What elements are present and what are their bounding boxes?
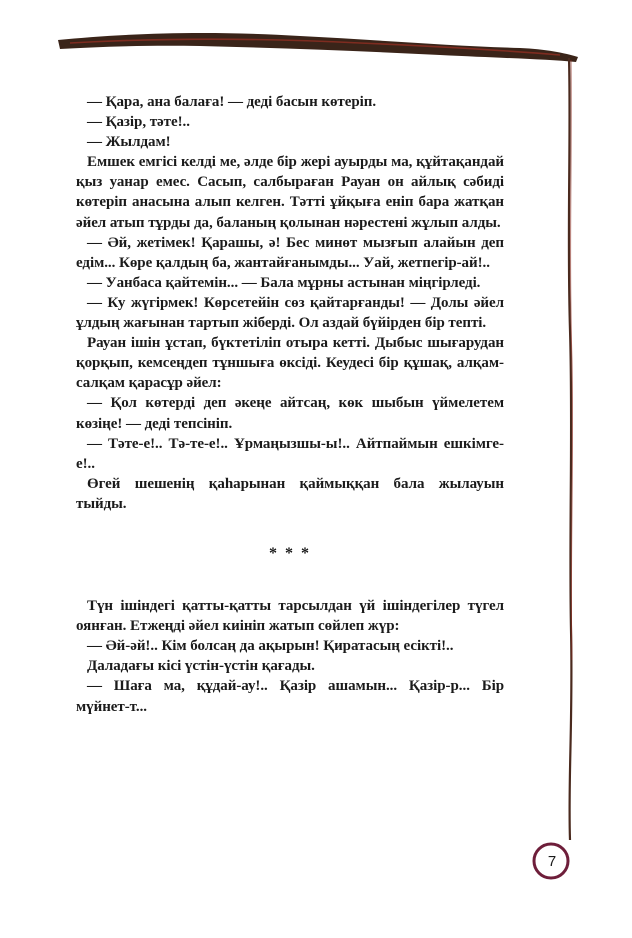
paragraph: — Уанбаса қайтемін... — Бала мұрны астынан міңгірледі. <box>87 274 481 291</box>
paragraph: — Қол көтерді деп әкеңе айтсаң, көк шыбын үймелетем көзіңе! — деді тепсініп. <box>76 395 504 432</box>
paragraph: — Қара, ана балаға! — деді басын көтеріп. <box>87 94 377 110</box>
paragraph: — Тәте-е!.. Тә-те-е!.. Ұрмаңызшы-ы!.. Айтпаймын ешкімге-е!.. <box>76 435 504 472</box>
page-number: 7 <box>547 853 557 870</box>
paragraph: Рауан ішін ұстап, бүктетіліп отыра кетті. Дыбыс шығарудан қорқып, кемсеңдеп тұншыға өксіді. Кеудесі бір құшақ, алқам-салқам қарасұр әйел: <box>76 335 504 392</box>
story-text <box>76 92 504 717</box>
paragraph: — Қазір, тәте!.. <box>87 114 190 131</box>
paragraph: Емшек емгісі келді ме, әлде бір жері ауырды ма, құйтақандай қыз уанар емес. Сасып, салбыраған Рауан он айлық сәбиді көтеріп анасына алып келген. Тәтті ұйқыға еніп бара жатқан әйел атып тұрды да, баланың қолынан нәрестені жұлып алды. <box>76 154 504 231</box>
paragraph: — Шаға ма, құдай-ау!.. Қазір ашамын... Қазір-р... Бір мүйнет-т... <box>76 678 504 715</box>
paragraph: — Ку жүгірмек! Көрсетейін сөз қайтарғанды! — Долы әйел ұлдың жағынан тартып жіберді. Ол аздай бүйірден бір тепті. <box>76 294 504 332</box>
paragraph: — Әй, жетімек! Қарашы, ә! Бес минөт мызғып алайын деп едім... Көре қалдың ба, жантайғанымды... Уай, жетпегір-ай!.. <box>76 234 504 271</box>
paragraph: Өгей шешенің қаһарынан қаймыққан бала жылауын тыйды. <box>76 475 504 512</box>
top-brush-stroke <box>58 33 578 62</box>
paragraph: — Жылдам! <box>87 134 171 151</box>
paragraph: — Әй-әй!.. Кім болсаң да ақырын! Қиратасың есікті!.. <box>87 638 454 655</box>
paragraph: Даладағы кісі үстін-үстін қағады. <box>87 658 315 675</box>
paragraph: Түн ішіндегі қатты-қатты тарсылдан үй ішіндегілер түгел оянған. Етжеңді әйел киініп жатып сөйлеп жүр: <box>76 598 504 635</box>
section-separator: * * * <box>269 544 311 562</box>
